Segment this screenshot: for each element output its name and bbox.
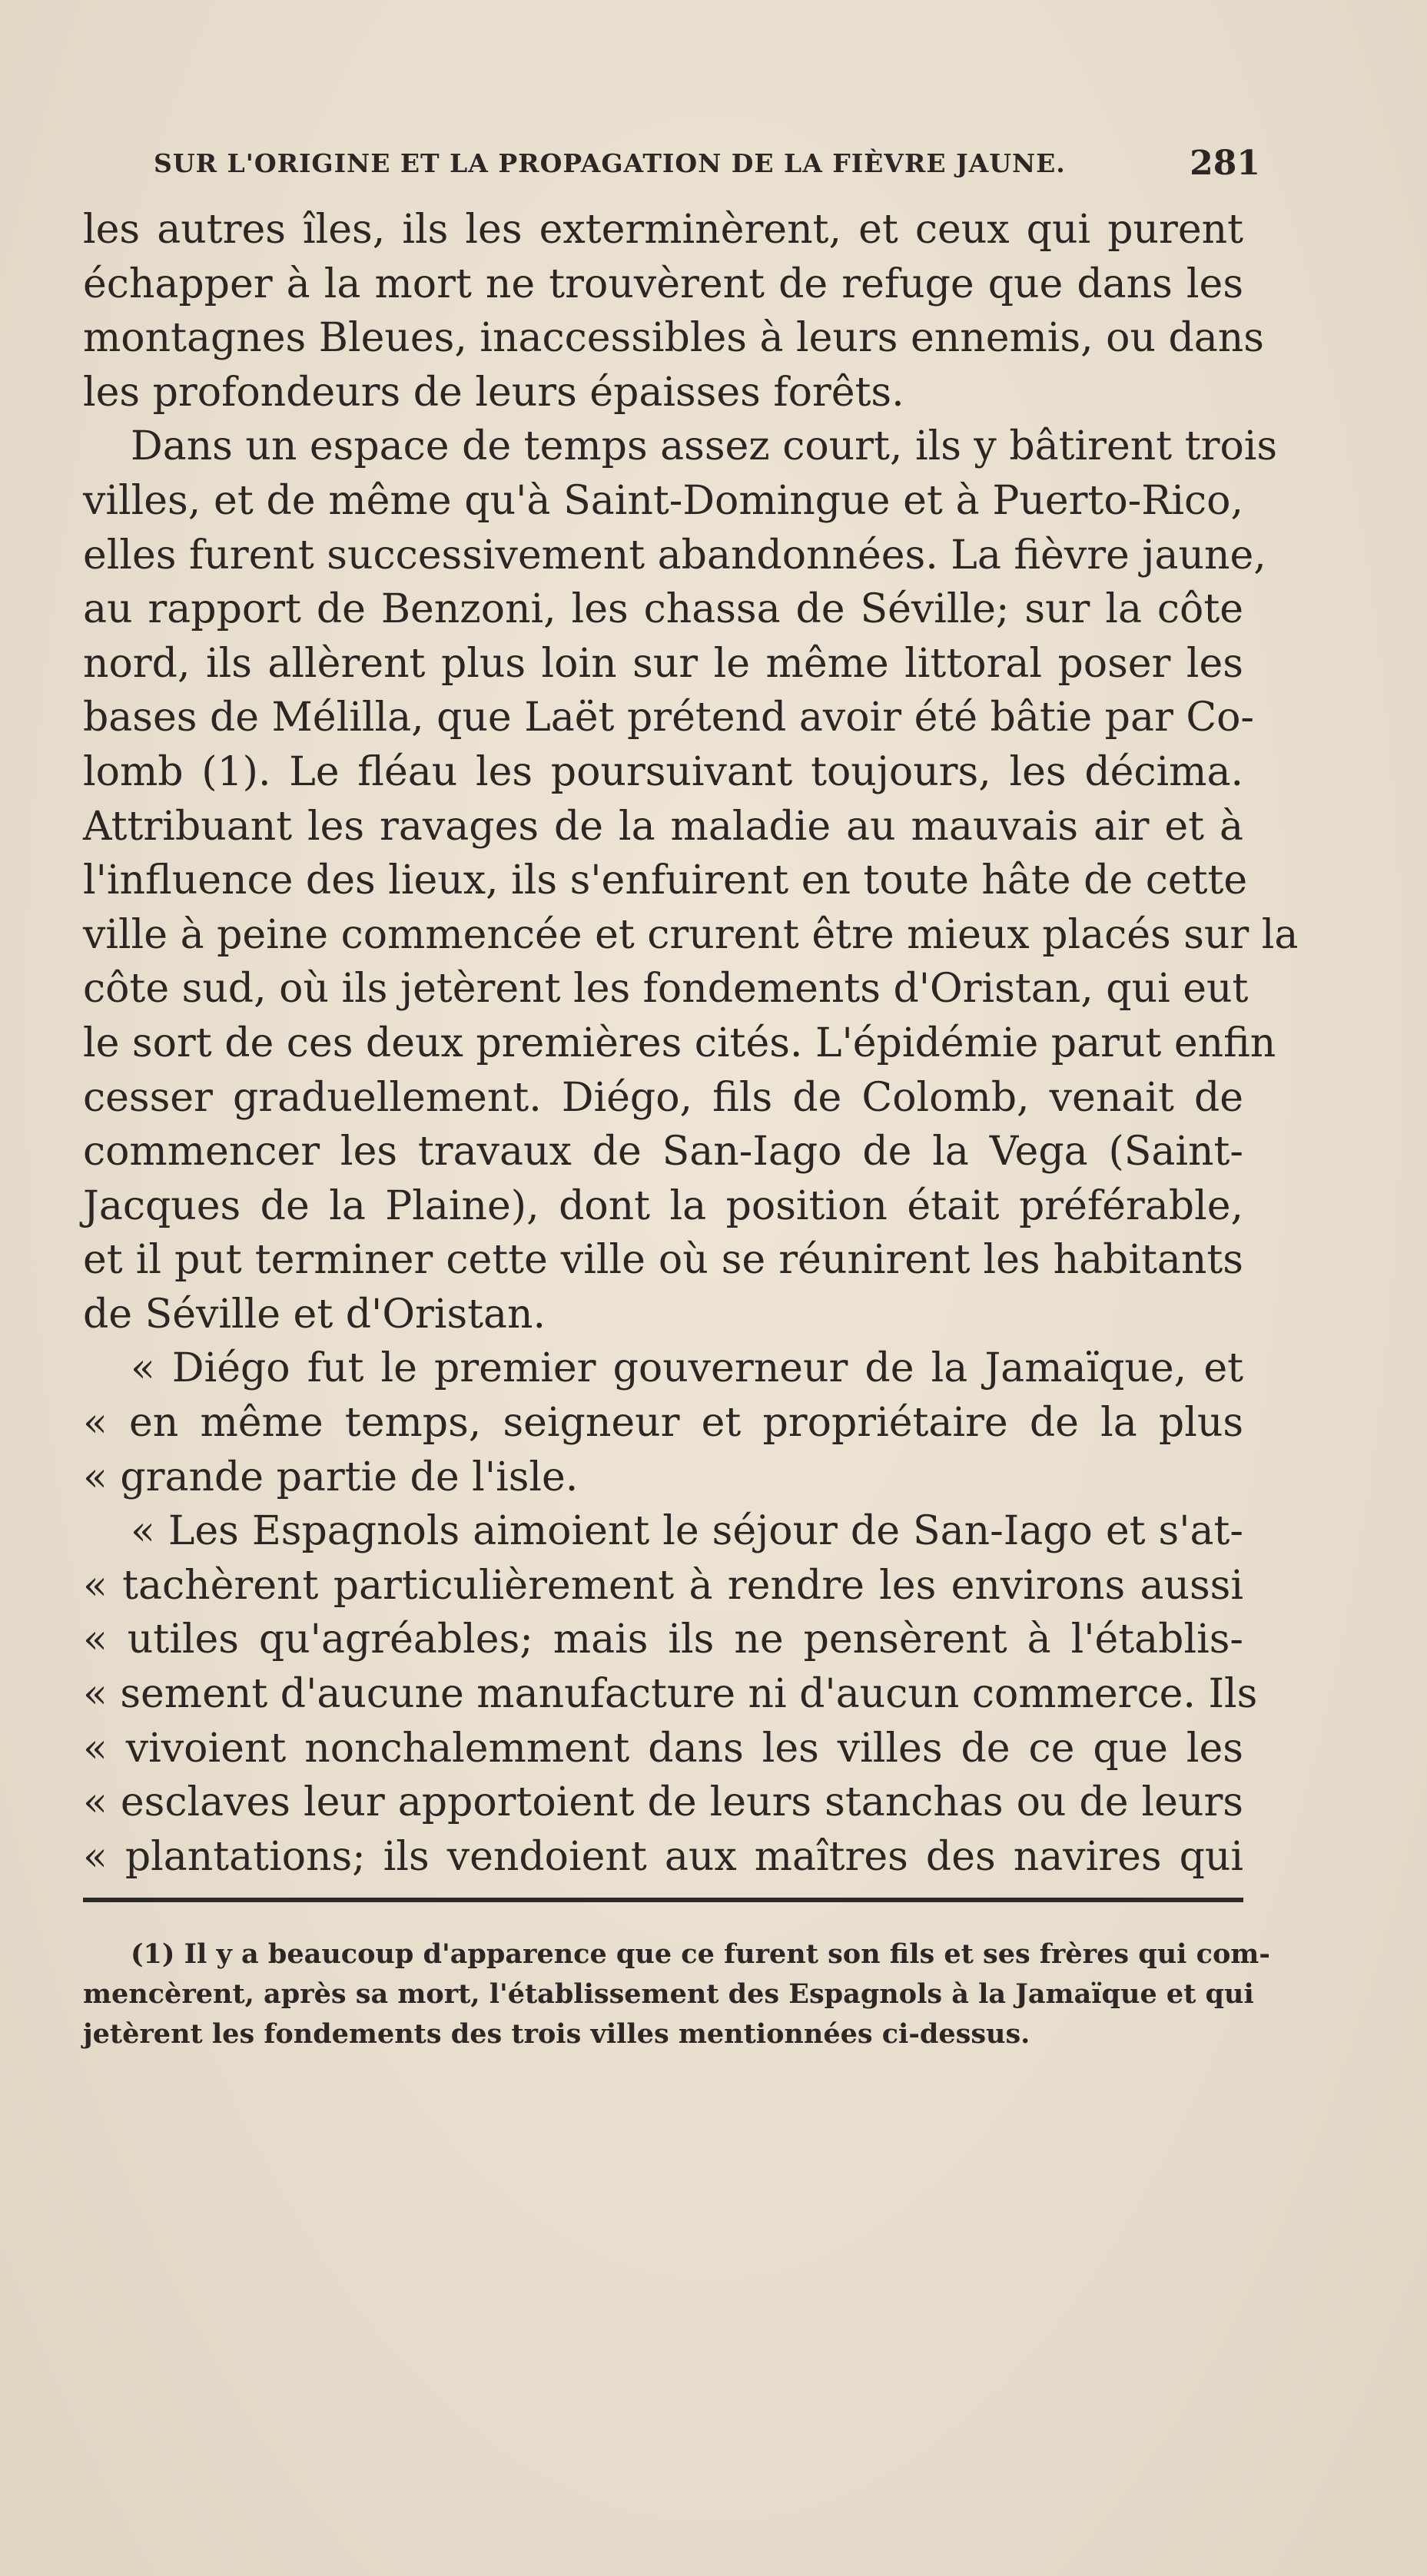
text-line: le sort de ces deux premières cités. L'épidémie parut enfin [83,1019,1276,1066]
body-text [83,203,1299,1884]
footnote-line: (1) Il y a beaucoup d'apparence que ce furent son fils et ses frères qui com- [131,1938,1270,1970]
text-line: commencer les travaux de San-Iago de la Vega (Saint- [83,1129,1243,1175]
footnote-line: mencèrent, après sa mort, l'établissement des Espagnols à la Jamaïque et qui [83,1978,1254,2010]
text-line: ville à peine commencée et crurent être mieux placés sur la [83,911,1299,958]
quote-line: « grande partie de l'isle. [83,1454,579,1500]
footnote-divider [83,1898,1243,1902]
quote-line: « en même temps, seigneur et propriétaire de la plus [83,1400,1243,1447]
text-line: villes, et de même qu'à Saint-Domingue et à Puerto-Rico, [83,477,1243,524]
text-line: lomb (1). Le fléau les poursuivant toujours, les décima. [83,748,1243,795]
text-line: montagnes Bleues, inaccessibles à leurs ennemis, ou dans [83,315,1264,362]
text-line: cesser graduellement. Diégo, fils de Colomb, venait de [83,1074,1243,1121]
footnote [83,1934,1270,2054]
text-line: Attribuant les ravages de la maladie au mauvais air et à [83,803,1243,850]
text-line: côte sud, où ils jetèrent les fondements d'Oristan, qui eut [83,966,1249,1013]
footnote-line: jetèrent les fondements des trois villes mentionnées ci-dessus. [83,2018,1030,2050]
text-line: l'influence des lieux, ils s'enfuirent en toute hâte de cette [83,857,1248,904]
quote-line: « Diégo fut le premier gouverneur de la Jamaïque, et [131,1345,1243,1392]
quote-line: « plantations; ils vendoient aux maîtres des navires qui [83,1833,1243,1880]
text-line: échapper à la mort ne trouvèrent de refuge que dans les [83,260,1243,307]
text-line: elles furent successivement abandonnées. La fièvre jaune, [83,532,1266,579]
quote-line: « sement d'aucune manufacture ni d'aucun commerce. Ils [83,1671,1258,1718]
quote-line: « Les Espagnols aimoient le séjour de San-Iago et s'at- [131,1508,1243,1555]
text-line: de Séville et d'Oristan. [83,1291,546,1338]
text-line: Dans un espace de temps assez court, ils y bâtirent trois [131,423,1278,470]
page-number: 281 [1190,144,1260,183]
quote-line: « tachèrent particulièrement à rendre les environs aussi [83,1562,1243,1609]
text-line: Jacques de la Plaine), dont la position était préférable, [83,1182,1243,1229]
text-line: bases de Mélilla, que Laët prétend avoir été bâtie par Co- [83,695,1254,741]
text-line: nord, ils allèrent plus loin sur le même littoral poser les [83,640,1243,687]
running-title: SUR L'ORIGINE ET LA PROPAGATION DE LA FIÈVRE JAUNE. [154,148,1066,178]
page-header [154,144,1260,194]
quote-line: « utiles qu'agréables; mais ils ne pensèrent à l'établis- [83,1616,1243,1663]
quote-line: « vivoient nonchalemment dans les villes de ce que les [83,1725,1243,1772]
text-line: au rapport de Benzoni, les chassa de Séville; sur la côte [83,586,1243,633]
text-line: les profondeurs de leurs épaisses forêts. [83,369,904,416]
quote-line: « esclaves leur apportoient de leurs stanchas ou de leurs [83,1779,1243,1826]
text-line: et il put terminer cette ville où se réunirent les habitants [83,1237,1243,1284]
text-line: les autres îles, ils les exterminèrent, et ceux qui purent [83,207,1243,253]
